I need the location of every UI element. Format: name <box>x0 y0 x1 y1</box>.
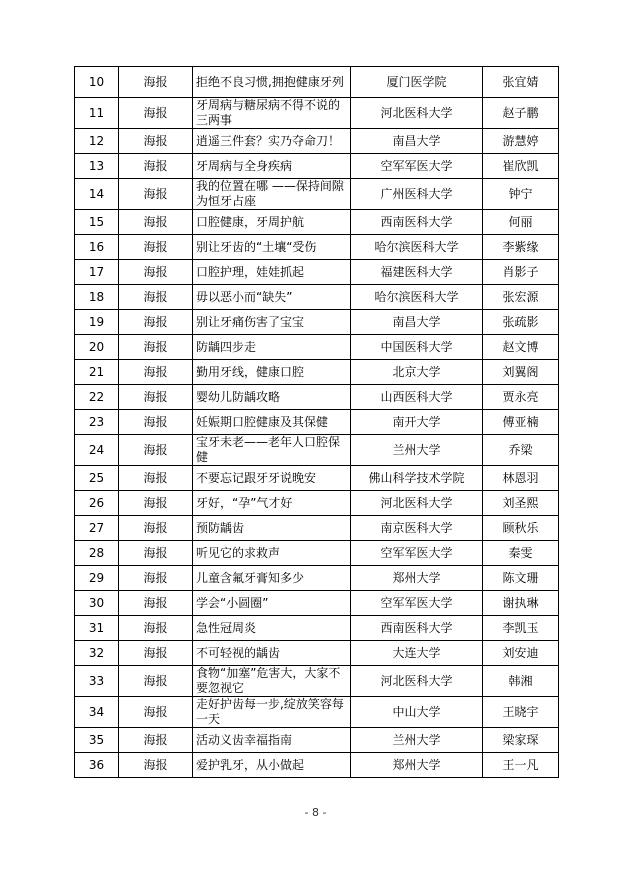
entry-type: 海报 <box>119 641 193 666</box>
school-name: 厦门医学院 <box>351 67 483 98</box>
entry-title: 不可轻视的龋齿 <box>193 641 351 666</box>
table-row <box>75 435 559 466</box>
entry-type: 海报 <box>119 516 193 541</box>
row-number: 24 <box>75 435 119 466</box>
author-name: 李凯玉 <box>483 616 559 641</box>
entry-title: 毋以恶小而“缺失” <box>193 285 351 310</box>
school-name: 南昌大学 <box>351 310 483 335</box>
entry-type: 海报 <box>119 435 193 466</box>
entry-title: 婴幼儿防龋攻略 <box>193 385 351 410</box>
table-row <box>75 697 559 728</box>
entry-type: 海报 <box>119 541 193 566</box>
school-name: 河北医科大学 <box>351 98 483 129</box>
table-row <box>75 591 559 616</box>
school-name: 空军军医大学 <box>351 154 483 179</box>
table-row <box>75 285 559 310</box>
school-name: 西南医科大学 <box>351 616 483 641</box>
school-name: 南京医科大学 <box>351 516 483 541</box>
school-name: 西南医科大学 <box>351 210 483 235</box>
entry-title: 学会“小圆圈” <box>193 591 351 616</box>
row-number: 12 <box>75 129 119 154</box>
school-name: 哈尔滨医科大学 <box>351 285 483 310</box>
entry-type: 海报 <box>119 154 193 179</box>
entry-title: 听见它的求救声 <box>193 541 351 566</box>
author-name: 李紫缘 <box>483 235 559 260</box>
entry-title: 口腔护理，娃娃抓起 <box>193 260 351 285</box>
table-row <box>75 410 559 435</box>
table-row <box>75 516 559 541</box>
entry-title: 不要忘记跟牙牙说晚安 <box>193 466 351 491</box>
entry-type: 海报 <box>119 179 193 210</box>
author-name: 崔欣凯 <box>483 154 559 179</box>
author-name: 林恩羽 <box>483 466 559 491</box>
table-row <box>75 154 559 179</box>
author-name: 肖影子 <box>483 260 559 285</box>
entry-title: 宝牙未老——老年人口腔保健 <box>193 435 351 466</box>
entry-type: 海报 <box>119 466 193 491</box>
school-name: 广州医科大学 <box>351 179 483 210</box>
entry-type: 海报 <box>119 491 193 516</box>
entry-title: 口腔健康，牙周护航 <box>193 210 351 235</box>
row-number: 11 <box>75 98 119 129</box>
entry-title: 活动义齿幸福指南 <box>193 728 351 753</box>
row-number: 36 <box>75 753 119 778</box>
author-name: 韩湘 <box>483 666 559 697</box>
author-name: 游慧婷 <box>483 129 559 154</box>
school-name: 郑州大学 <box>351 566 483 591</box>
table-row <box>75 466 559 491</box>
entry-title: 逍遥三件套？实乃夺命刀！ <box>193 129 351 154</box>
entry-title: 别让牙齿的“土壤“受伤 <box>193 235 351 260</box>
author-name: 张疏影 <box>483 310 559 335</box>
school-name: 郑州大学 <box>351 753 483 778</box>
row-number: 22 <box>75 385 119 410</box>
author-name: 陈文珊 <box>483 566 559 591</box>
school-name: 北京大学 <box>351 360 483 385</box>
school-name: 佛山科学技术学院 <box>351 466 483 491</box>
table-row <box>75 235 559 260</box>
table-row <box>75 666 559 697</box>
table-row <box>75 360 559 385</box>
row-number: 17 <box>75 260 119 285</box>
author-name: 秦雯 <box>483 541 559 566</box>
row-number: 21 <box>75 360 119 385</box>
author-name: 刘圣熙 <box>483 491 559 516</box>
school-name: 福建医科大学 <box>351 260 483 285</box>
entry-type: 海报 <box>119 285 193 310</box>
author-name: 顾秋乐 <box>483 516 559 541</box>
entry-title: 别让牙痛伤害了宝宝 <box>193 310 351 335</box>
table-row <box>75 260 559 285</box>
row-number: 23 <box>75 410 119 435</box>
entry-type: 海报 <box>119 360 193 385</box>
school-name: 哈尔滨医科大学 <box>351 235 483 260</box>
row-number: 20 <box>75 335 119 360</box>
entry-type: 海报 <box>119 210 193 235</box>
entry-type: 海报 <box>119 666 193 697</box>
row-number: 32 <box>75 641 119 666</box>
table-row <box>75 129 559 154</box>
school-name: 兰州大学 <box>351 435 483 466</box>
author-name: 何丽 <box>483 210 559 235</box>
entry-type: 海报 <box>119 753 193 778</box>
row-number: 27 <box>75 516 119 541</box>
row-number: 30 <box>75 591 119 616</box>
school-name: 南昌大学 <box>351 129 483 154</box>
school-name: 中国医科大学 <box>351 335 483 360</box>
row-number: 18 <box>75 285 119 310</box>
school-name: 空军军医大学 <box>351 591 483 616</box>
school-name: 山西医科大学 <box>351 385 483 410</box>
row-number: 26 <box>75 491 119 516</box>
entry-type: 海报 <box>119 697 193 728</box>
entry-title: 爱护乳牙，从小做起 <box>193 753 351 778</box>
entry-title: 急性冠周炎 <box>193 616 351 641</box>
author-name: 乔梁 <box>483 435 559 466</box>
entry-title: 牙周病与糖尿病不得不说的三两事 <box>193 98 351 129</box>
table-row <box>75 385 559 410</box>
row-number: 10 <box>75 67 119 98</box>
school-name: 河北医科大学 <box>351 491 483 516</box>
entry-type: 海报 <box>119 591 193 616</box>
row-number: 35 <box>75 728 119 753</box>
row-number: 15 <box>75 210 119 235</box>
author-name: 赵子鹏 <box>483 98 559 129</box>
entry-title: 儿童含氟牙膏知多少 <box>193 566 351 591</box>
school-name: 中山大学 <box>351 697 483 728</box>
school-name: 兰州大学 <box>351 728 483 753</box>
entry-title: 预防龋齿 <box>193 516 351 541</box>
author-name: 钟宁 <box>483 179 559 210</box>
entry-type: 海报 <box>119 616 193 641</box>
table-row <box>75 728 559 753</box>
row-number: 19 <box>75 310 119 335</box>
row-number: 31 <box>75 616 119 641</box>
row-number: 25 <box>75 466 119 491</box>
row-number: 34 <box>75 697 119 728</box>
table-row <box>75 491 559 516</box>
table-row <box>75 566 559 591</box>
author-name: 张宏源 <box>483 285 559 310</box>
row-number: 29 <box>75 566 119 591</box>
page-number: - 8 - <box>304 806 327 819</box>
author-name: 梁家琛 <box>483 728 559 753</box>
author-name: 赵文博 <box>483 335 559 360</box>
table-row <box>75 616 559 641</box>
school-name: 南开大学 <box>351 410 483 435</box>
author-name: 傅亚楠 <box>483 410 559 435</box>
entry-title: 妊娠期口腔健康及其保健 <box>193 410 351 435</box>
table-row <box>75 641 559 666</box>
entry-type: 海报 <box>119 566 193 591</box>
entry-title: 食物“加塞”危害大，大家不要忽视它 <box>193 666 351 697</box>
row-number: 13 <box>75 154 119 179</box>
school-name: 大连大学 <box>351 641 483 666</box>
entry-type: 海报 <box>119 335 193 360</box>
school-name: 空军军医大学 <box>351 541 483 566</box>
awards-table <box>74 66 559 778</box>
entry-type: 海报 <box>119 310 193 335</box>
table-row <box>75 210 559 235</box>
entry-type: 海报 <box>119 260 193 285</box>
entry-title: 拒绝不良习惯,拥抱健康牙列 <box>193 67 351 98</box>
row-number: 28 <box>75 541 119 566</box>
author-name: 刘安迪 <box>483 641 559 666</box>
author-name: 贾永亮 <box>483 385 559 410</box>
entry-title: 走好护齿每一步,绽放笑容每一天 <box>193 697 351 728</box>
entry-type: 海报 <box>119 129 193 154</box>
table-row <box>75 98 559 129</box>
row-number: 16 <box>75 235 119 260</box>
row-number: 33 <box>75 666 119 697</box>
row-number: 14 <box>75 179 119 210</box>
entry-type: 海报 <box>119 385 193 410</box>
entry-title: 牙周病与全身疾病 <box>193 154 351 179</box>
author-name: 王一凡 <box>483 753 559 778</box>
table-row <box>75 335 559 360</box>
entry-type: 海报 <box>119 728 193 753</box>
table-row <box>75 67 559 98</box>
entry-title: 防龋四步走 <box>193 335 351 360</box>
entry-title: 勤用牙线，健康口腔 <box>193 360 351 385</box>
awards-table-body <box>75 67 559 778</box>
school-name: 河北医科大学 <box>351 666 483 697</box>
author-name: 谢执琳 <box>483 591 559 616</box>
author-name: 刘翼阁 <box>483 360 559 385</box>
entry-type: 海报 <box>119 98 193 129</box>
entry-title: 牙好，“孕”气才好 <box>193 491 351 516</box>
table-row <box>75 541 559 566</box>
table-row <box>75 310 559 335</box>
author-name: 张宜婧 <box>483 67 559 98</box>
entry-title: 我的位置在哪 ——保持间隙为恒牙占座 <box>193 179 351 210</box>
table-row <box>75 179 559 210</box>
entry-type: 海报 <box>119 235 193 260</box>
table-row <box>75 753 559 778</box>
author-name: 王晓宇 <box>483 697 559 728</box>
entry-type: 海报 <box>119 67 193 98</box>
entry-type: 海报 <box>119 410 193 435</box>
